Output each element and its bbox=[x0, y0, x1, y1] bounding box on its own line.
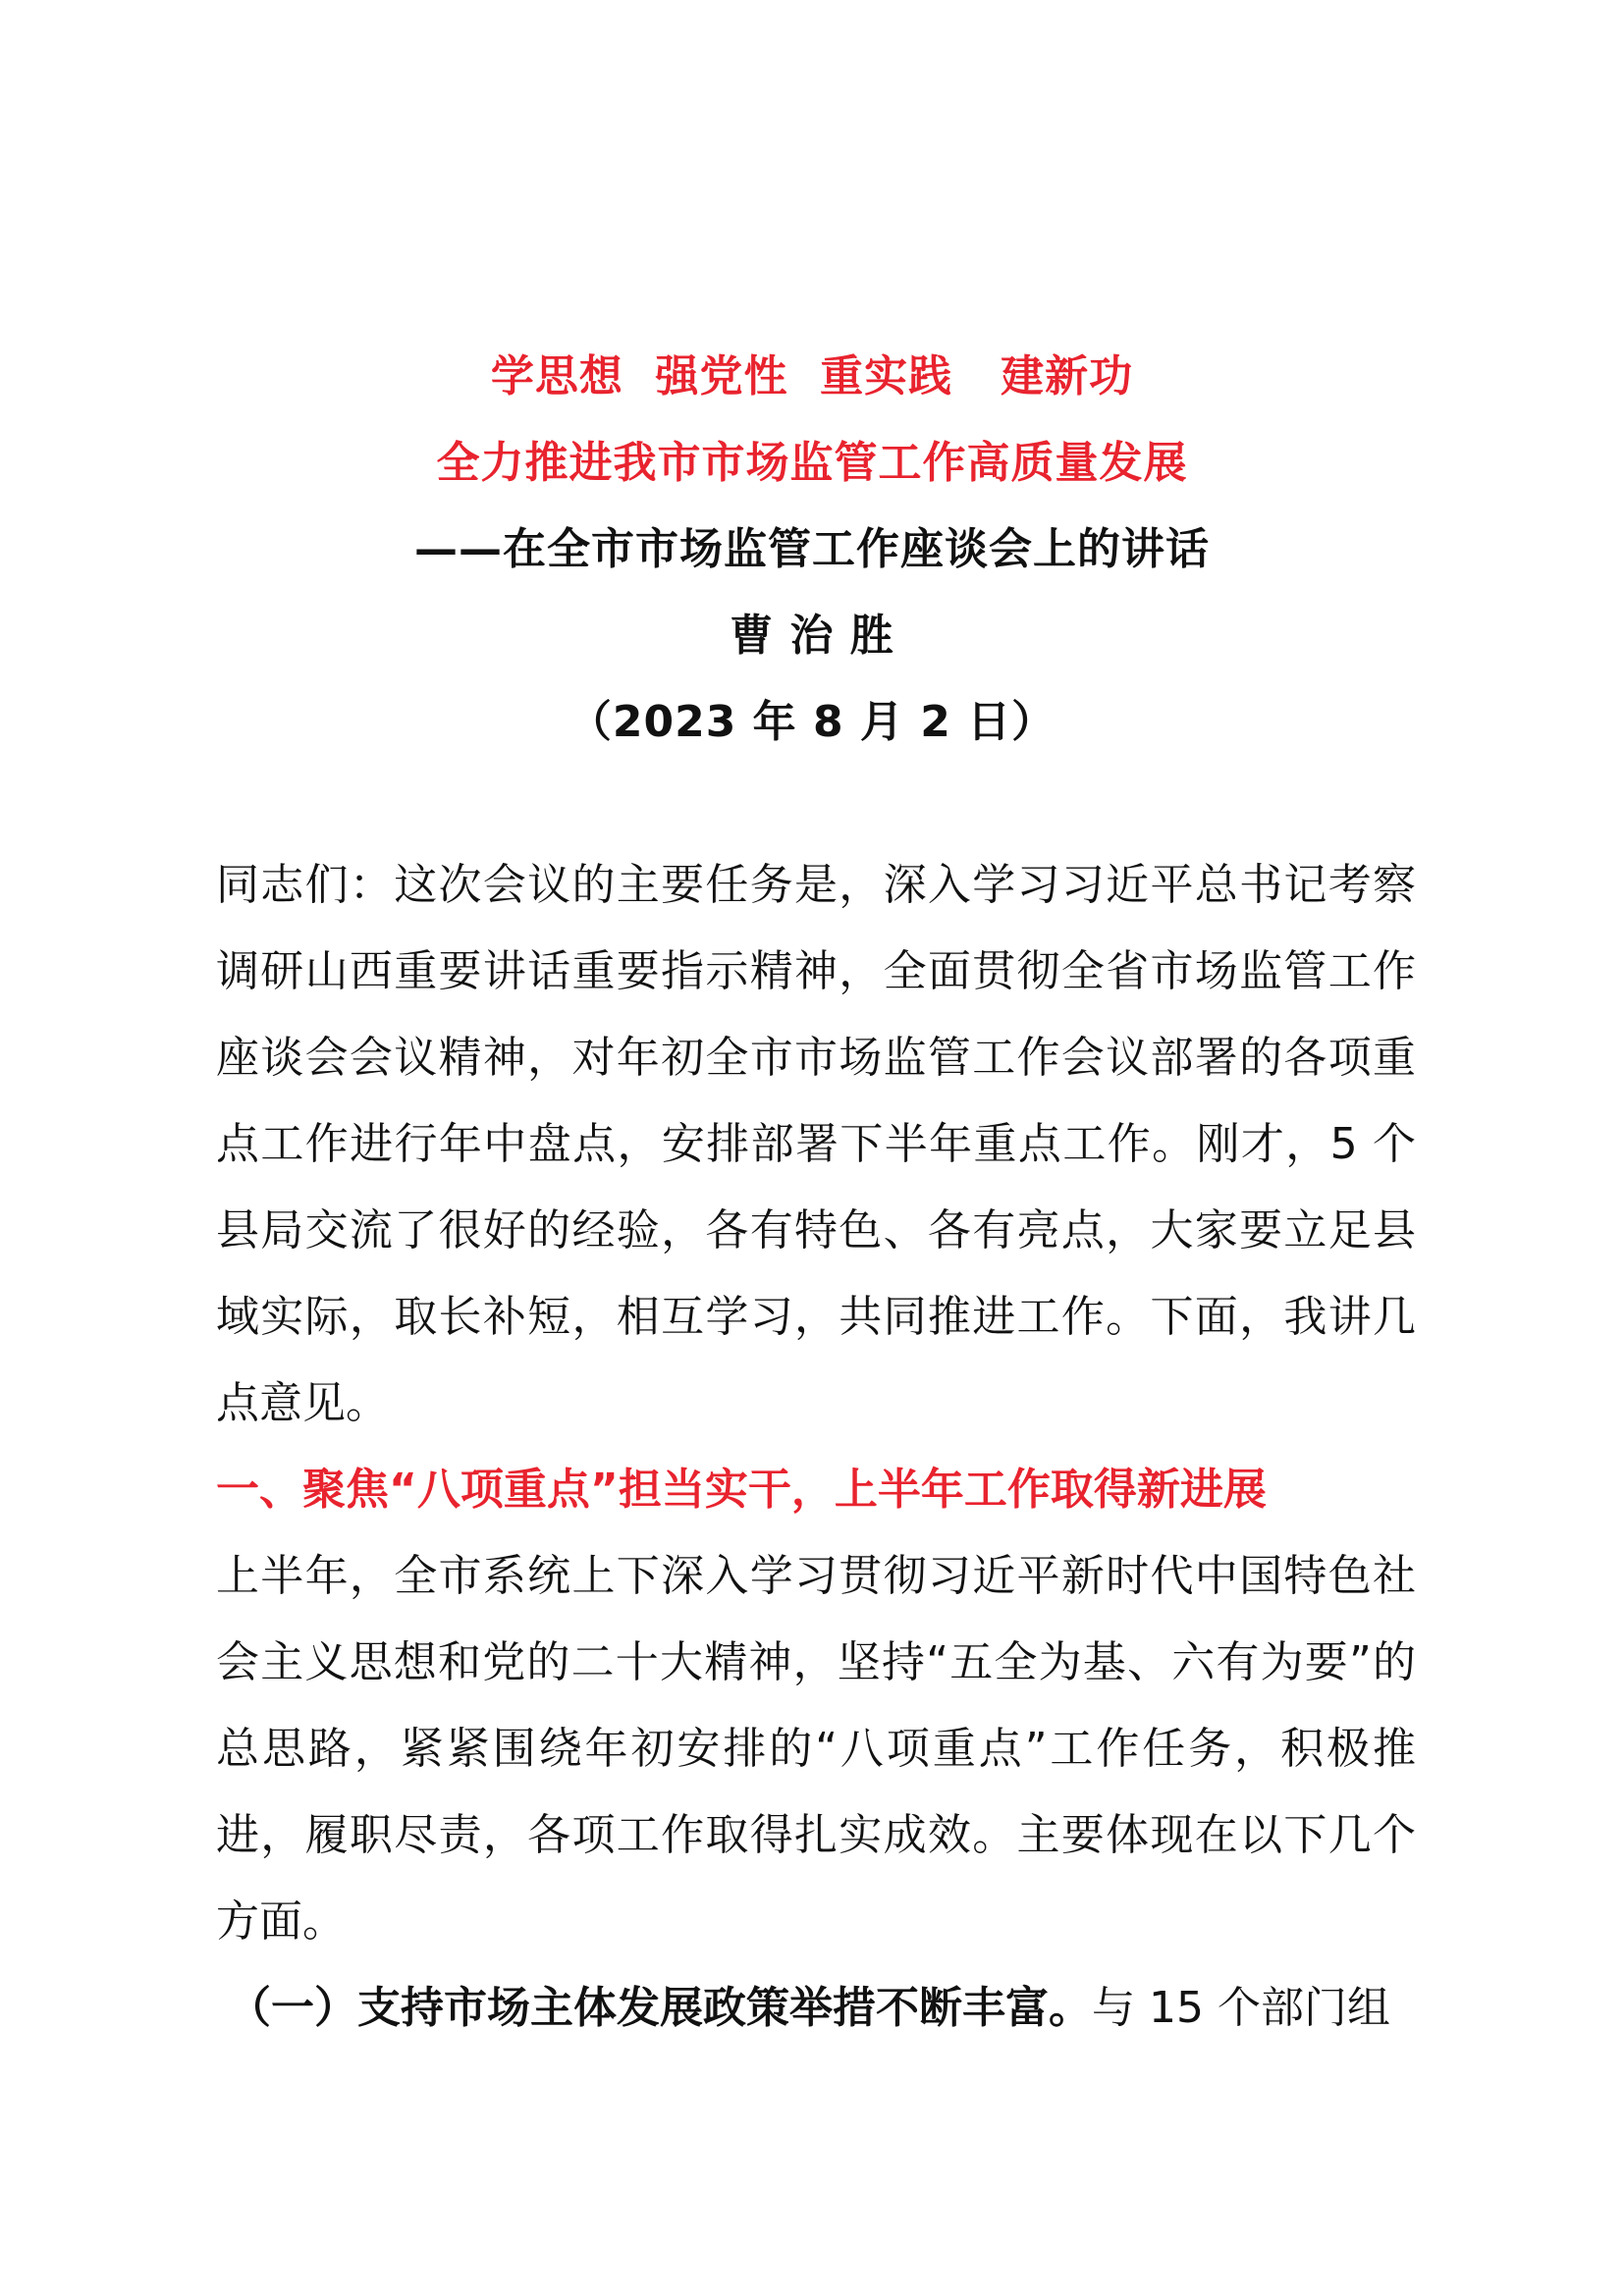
title-line-2: 全力推进我市市场监管工作高质量发展 bbox=[436, 438, 1188, 488]
title-line-1: 学思想 强党性 重实践 建新功 bbox=[490, 351, 1134, 401]
speech-date: （2023 年 8 月 2 日） bbox=[568, 697, 1056, 747]
subsection-1-paragraph bbox=[216, 1965, 1416, 2052]
intro-paragraph: 同志们：这次会议的主要任务是，深入学习习近平总书记考察调研山西重要讲话重要指示精神，全面贯彻全省市场监管工作座谈会会议精神，对年初全市市场监管工作会议部署的各项重点工作进行年中盘点，安排部署下半年重点工作。刚才，5 个县局交流了很好的经验，各有特色、各有亮点，大家要立足县域实际，取长补短，相互学习，共同推进工作。下面，我讲几点意见。 bbox=[216, 860, 1416, 1428]
body-text bbox=[216, 842, 1416, 2052]
title-block bbox=[0, 334, 1624, 766]
section-1-paragraph: 上半年，全市系统上下深入学习贯彻习近平新时代中国特色社会主义思想和党的二十大精神，坚持“五全为基、六有为要”的总思路，紧紧围绕年初安排的“八项重点”工作任务，积极推进，履职尽责，各项工作取得扎实成效。主要体现在以下几个方面。 bbox=[216, 1551, 1416, 1947]
subsection-heading-1: （一）支持市场主体发展政策举措不断丰富。 bbox=[228, 1983, 1092, 2033]
author: 曹 治 胜 bbox=[730, 611, 894, 661]
subsection-1-text: 与 15 个部门组 bbox=[1092, 1983, 1390, 2033]
section-heading-1: 一、聚焦“八项重点”担当实干，上半年工作取得新进展 bbox=[216, 1465, 1267, 1515]
subtitle: ——在全市市场监管工作座谈会上的讲话 bbox=[414, 524, 1210, 574]
